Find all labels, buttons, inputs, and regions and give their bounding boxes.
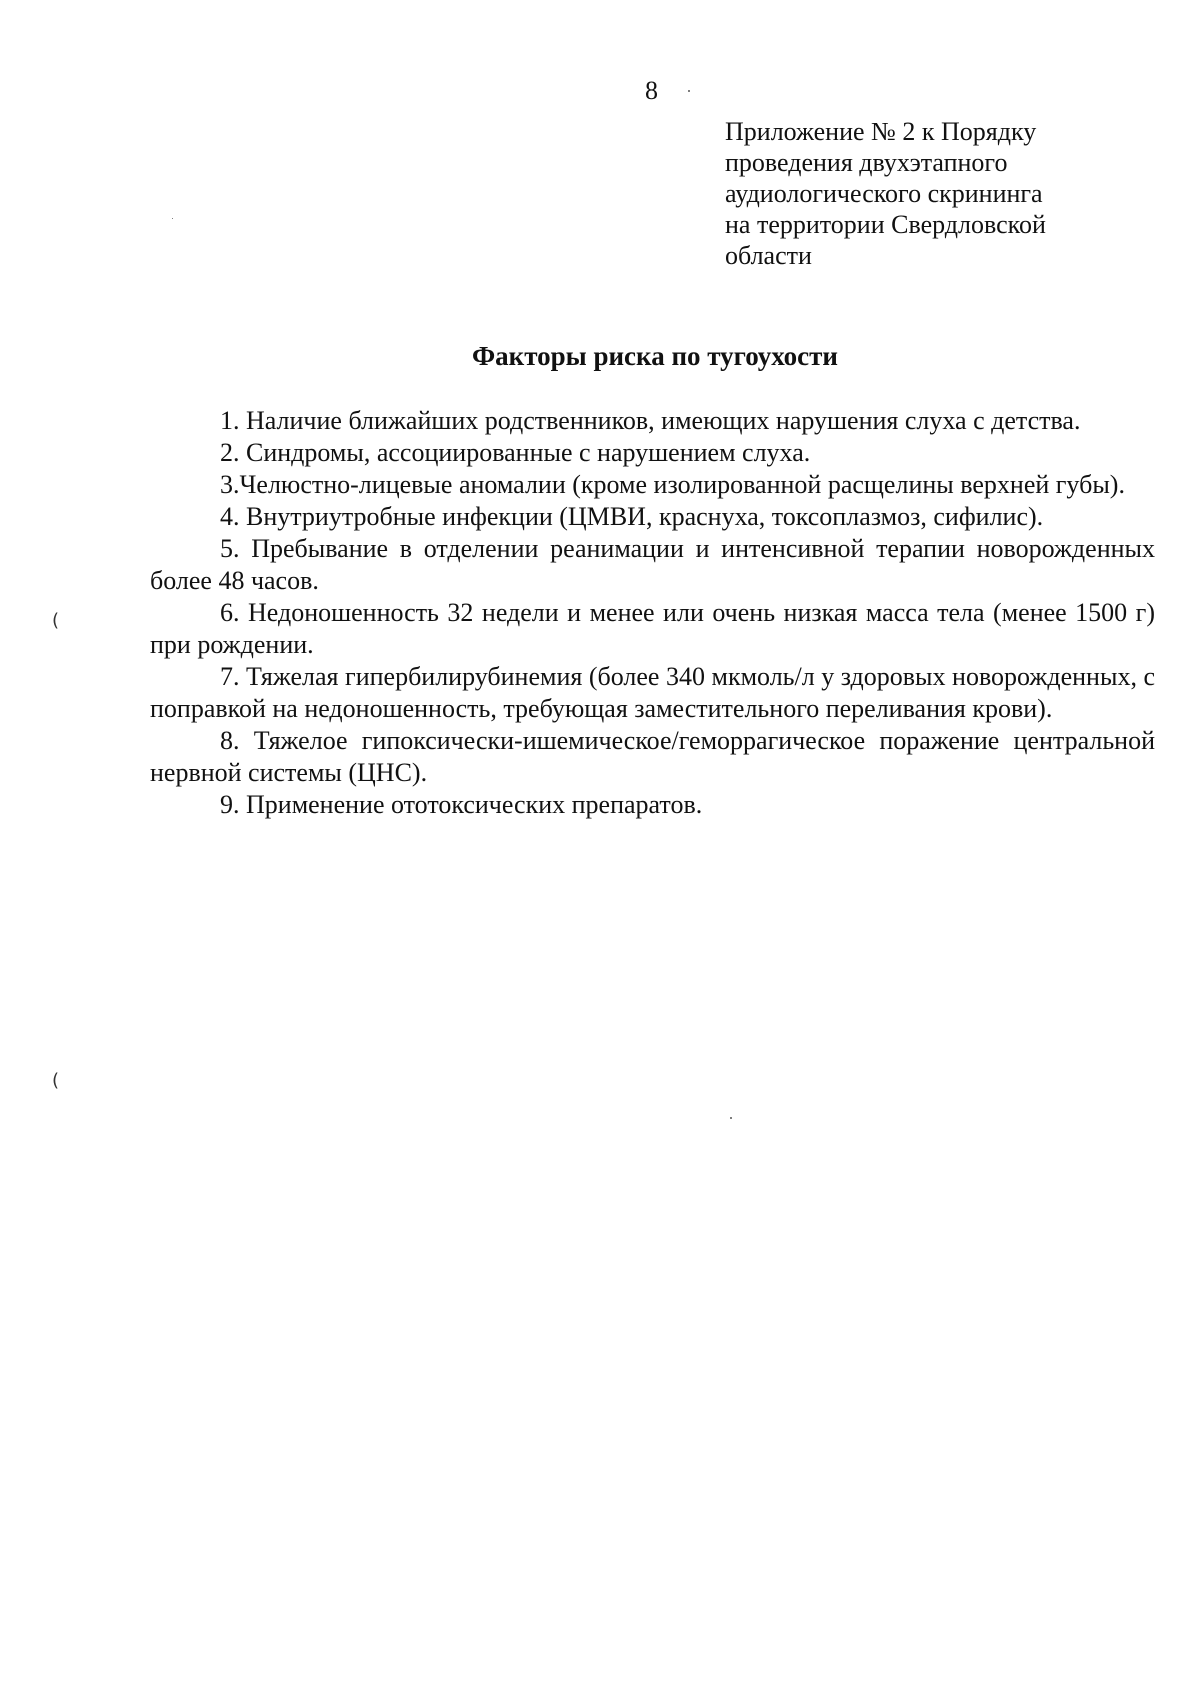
list-item xyxy=(150,533,1155,597)
document-title: Факторы риска по тугоухости xyxy=(471,341,838,371)
page-number: 8 xyxy=(645,76,658,105)
item-number: 1. xyxy=(220,406,240,435)
item-text: Наличие ближайших родственников, имеющих нарушения слуха с детства. xyxy=(246,406,1081,435)
list-item xyxy=(150,437,1155,469)
scan-speck xyxy=(688,90,690,92)
item-number: 2. xyxy=(220,438,240,467)
appendix-line: области xyxy=(725,241,812,270)
scan-mark: ( xyxy=(52,610,60,631)
list-item xyxy=(150,501,1155,533)
item-number: 7. xyxy=(220,662,240,691)
item-number: 9. xyxy=(220,790,240,819)
risk-factor-list xyxy=(150,405,1155,821)
appendix-line: на территории Свердловской xyxy=(725,210,1046,239)
list-item xyxy=(150,405,1155,437)
item-text: Синдромы, ассоциированные с нарушением слуха. xyxy=(246,438,811,467)
scan-speck xyxy=(172,218,173,219)
item-number: 4. xyxy=(220,502,240,531)
item-number: 6. xyxy=(220,598,240,627)
item-number: 3. xyxy=(220,470,240,499)
item-text: Недоношенность 32 недели и менее или очень низкая масса тела (менее 1500 г) при рождении. xyxy=(150,598,1156,659)
list-item xyxy=(150,725,1155,789)
appendix-line: аудиологического скрининга xyxy=(725,179,1043,208)
appendix-line: проведения двухэтапного xyxy=(725,148,1008,177)
item-text: Челюстно-лицевые аномалии (кроме изолированной расщелины верхней губы). xyxy=(239,470,1125,499)
list-item xyxy=(150,597,1155,661)
item-number: 5. xyxy=(220,534,240,563)
list-item xyxy=(150,789,1155,821)
scan-mark: ( xyxy=(52,1070,60,1091)
scan-speck xyxy=(730,1117,732,1119)
item-text: Пребывание в отделении реанимации и интенсивной терапии новорожденных более 48 часов. xyxy=(150,534,1155,595)
item-text: Применение ототоксических препаратов. xyxy=(246,790,703,819)
item-text: Тяжелое гипоксически-ишемическое/геморрагическое поражение центральной нервной системы (ЦНС). xyxy=(150,726,1155,787)
item-number: 8. xyxy=(220,726,240,755)
item-text: Тяжелая гипербилирубинемия (более 340 мкмоль/л у здоровых новорожденных, с поправкой на недоношенность, требующая заместительного переливания крови). xyxy=(150,662,1156,723)
appendix-header xyxy=(725,116,1125,271)
appendix-line: Приложение № 2 к Порядку xyxy=(725,117,1037,146)
list-item xyxy=(150,469,1155,501)
item-text: Внутриутробные инфекции (ЦМВИ, краснуха, токсоплазмоз, сифилис). xyxy=(246,502,1044,531)
list-item xyxy=(150,661,1155,725)
